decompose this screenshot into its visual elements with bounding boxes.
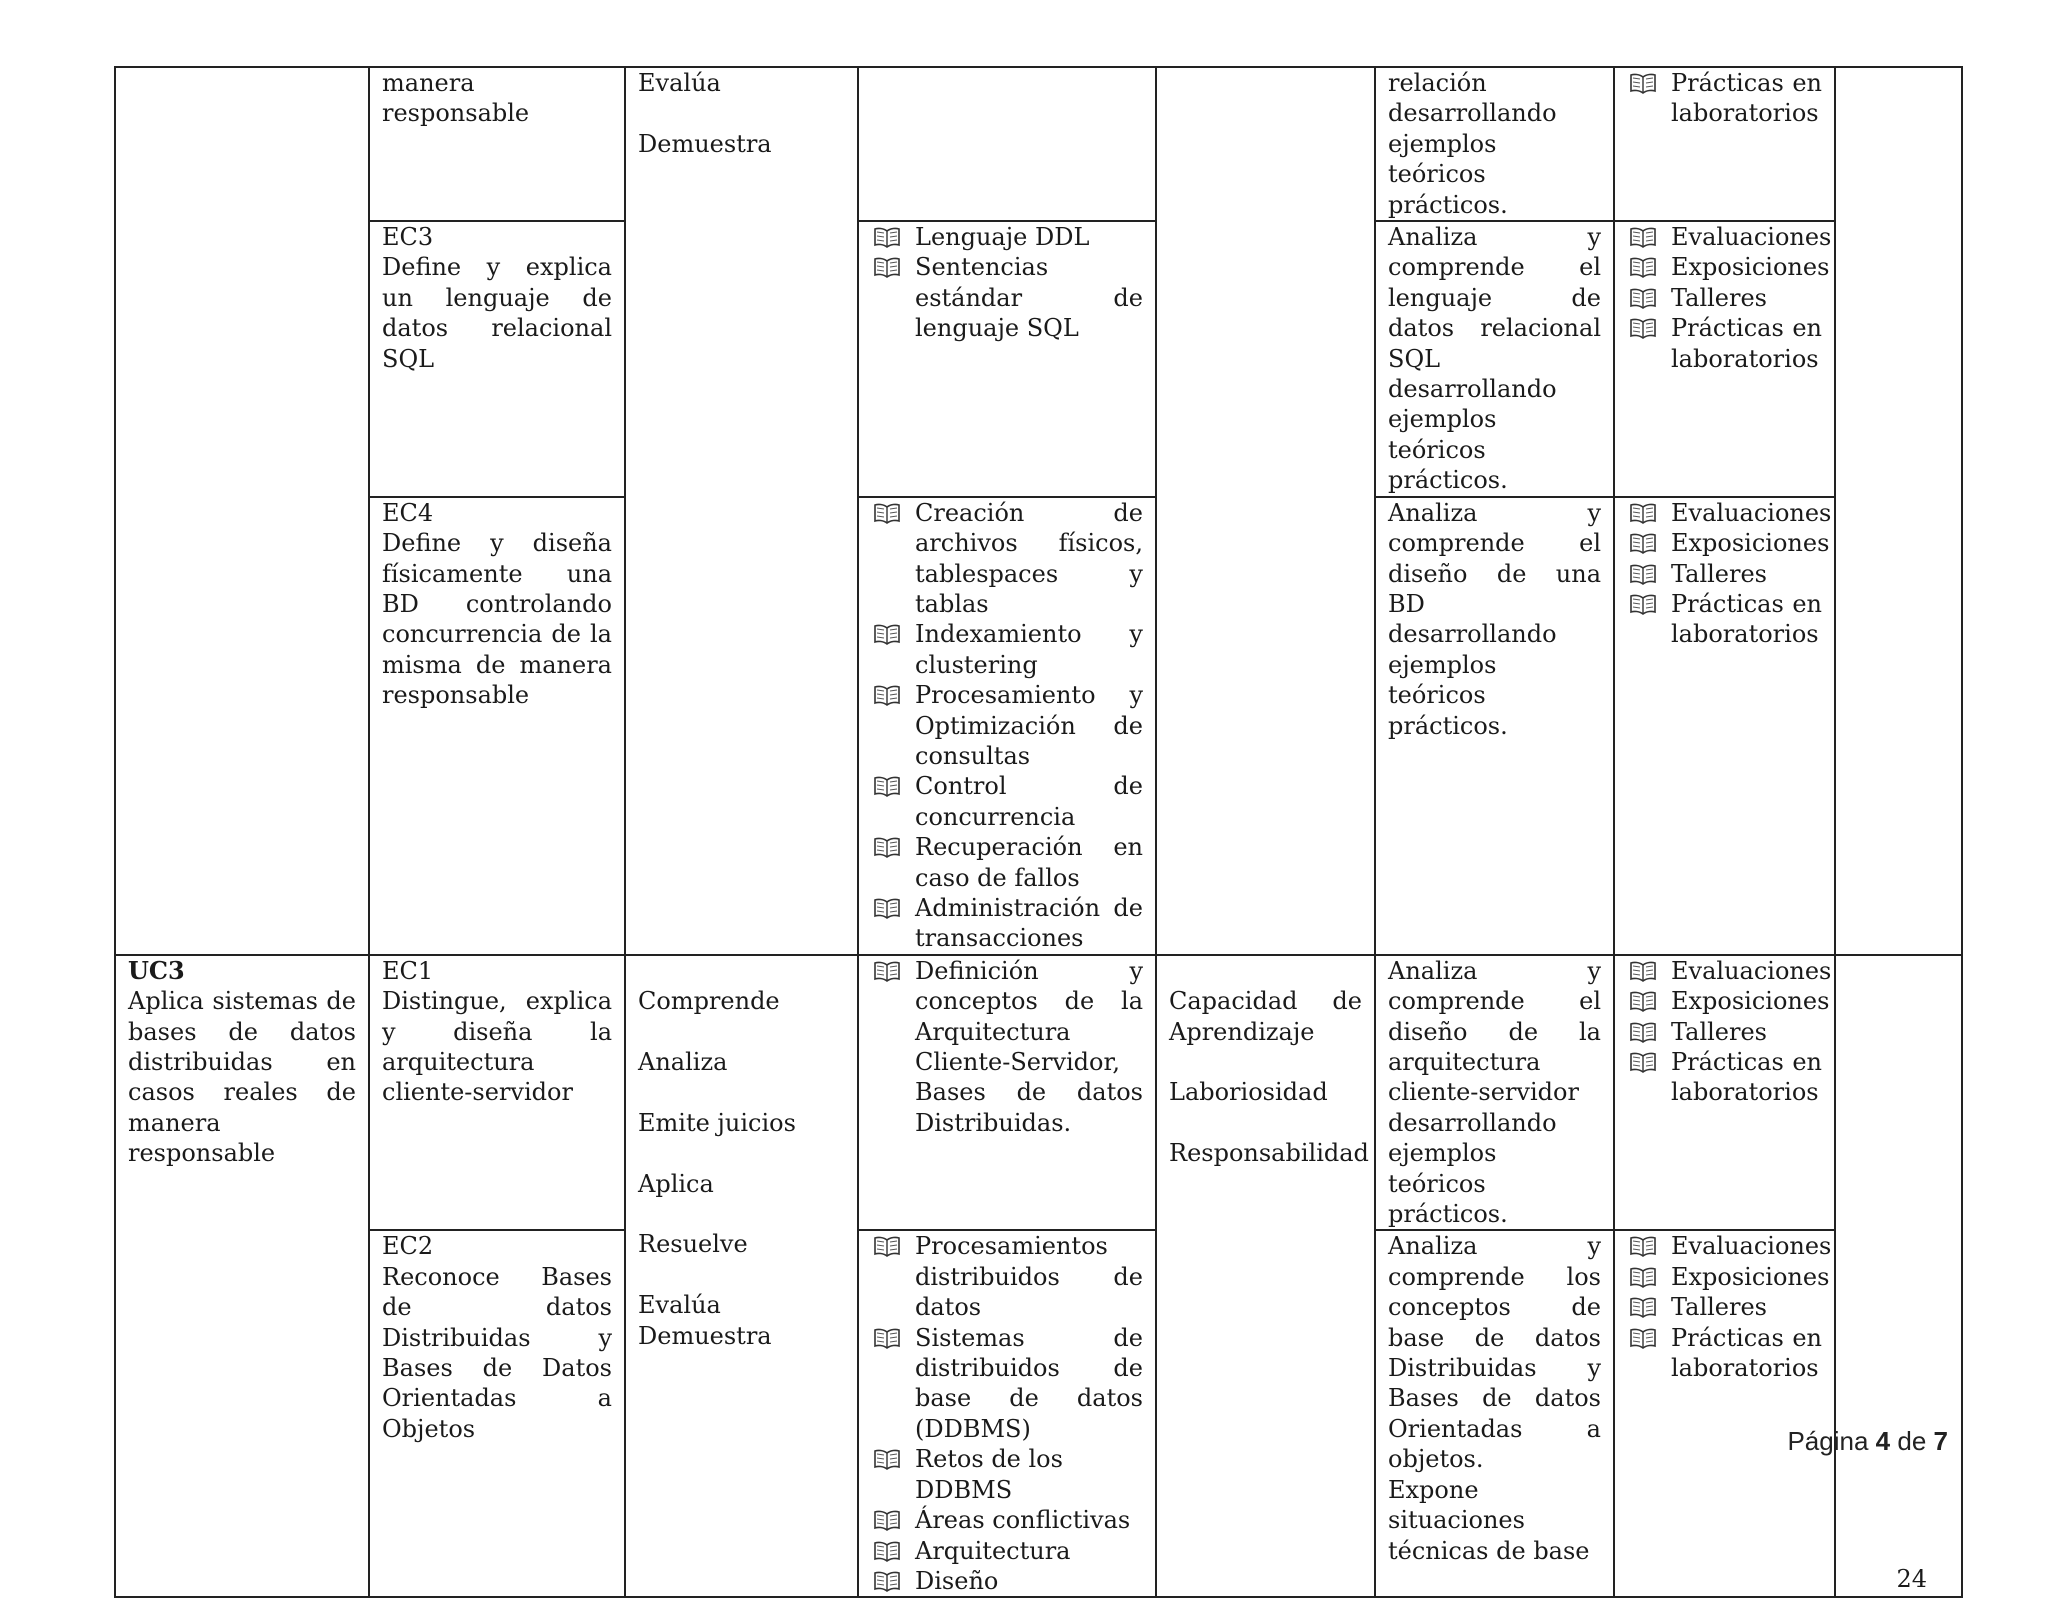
open-book-icon	[873, 1570, 901, 1592]
verb: Emite juicios	[638, 1108, 796, 1137]
list-item: Exposiciones	[1627, 528, 1822, 558]
open-book-icon	[1629, 593, 1657, 615]
hours-value: 24	[1896, 1564, 1927, 1593]
verb: Aplica	[638, 1169, 714, 1198]
list-item: Administración de transacciones	[871, 893, 1143, 954]
list-item: Talleres	[1627, 1292, 1822, 1322]
ec-cell	[369, 497, 625, 955]
list-item: Procesamiento y Optimización de consultas	[871, 680, 1143, 771]
list-item: Definición y conceptos de la Arquitectura Cliente-Servidor, Bases de datos Distribuidas.	[871, 956, 1143, 1138]
syllabus-table	[114, 66, 1963, 1598]
list-item: Prácticas en laboratorios	[1627, 313, 1822, 374]
open-book-icon	[1629, 72, 1657, 94]
verb: Evalúa	[638, 1291, 721, 1320]
hours-cell	[1835, 67, 1962, 955]
evidence-cell	[1614, 497, 1835, 955]
verb: Analiza	[638, 1047, 728, 1076]
list-item: Procesamientos distribuidos de datos	[871, 1231, 1143, 1322]
open-book-icon	[1629, 1327, 1657, 1349]
uc-text: Aplica sistemas de bases de datos distribuidas en casos reales de manera responsable	[128, 987, 356, 1168]
open-book-icon	[1629, 990, 1657, 1012]
contents-cell	[858, 955, 1156, 1231]
contents-cell	[858, 221, 1156, 497]
open-book-icon	[1629, 1266, 1657, 1288]
list-item: Talleres	[1627, 1017, 1822, 1047]
ec-code: EC1	[382, 956, 434, 985]
criteria-cell: Analiza y comprende los conceptos de base de datos Distribuidas y Bases de datos Orientadas a objetos. Expone situaciones técnicas de base	[1375, 1230, 1614, 1597]
criteria-cell: Analiza y comprende el lenguaje de datos relacional SQL desarrollando ejemplos teóricos prácticos.	[1375, 221, 1614, 497]
ec-cell	[369, 955, 625, 1231]
open-book-icon	[873, 1327, 901, 1349]
ec-text: Reconoce Bases de datos Distribuidas y Bases de Datos Orientadas a Objetos	[382, 1262, 612, 1443]
open-book-icon	[1629, 1235, 1657, 1257]
verb: Comprende	[638, 987, 780, 1016]
verb: Demuestra	[638, 1321, 772, 1350]
verb: Demuestra	[638, 129, 772, 158]
uc-code: UC3	[128, 955, 185, 985]
list-item: Creación de archivos físicos, tablespaces y tablas	[871, 498, 1143, 620]
open-book-icon	[1629, 502, 1657, 524]
table-row	[115, 67, 1962, 221]
attitude: Capacidad de Aprendizaje	[1169, 987, 1362, 1046]
table-row	[115, 221, 1962, 497]
open-book-icon	[1629, 960, 1657, 982]
list-item: Control de concurrencia	[871, 771, 1143, 832]
attitude: Laboriosidad	[1169, 1078, 1328, 1107]
verb: Evalúa	[638, 69, 721, 97]
open-book-icon	[1629, 226, 1657, 248]
ec-code: EC3	[382, 223, 434, 252]
open-book-icon	[873, 502, 901, 524]
open-book-icon	[1629, 317, 1657, 339]
list-item: Indexamiento y clustering	[871, 619, 1143, 680]
page-footer: Página 4 de 7	[1787, 1426, 1948, 1456]
ec-code: EC4	[382, 498, 434, 527]
open-book-icon	[873, 960, 901, 982]
list-item: Prácticas en laboratorios	[1627, 68, 1822, 129]
attitude: Responsabilidad	[1169, 1139, 1369, 1168]
verbs-cell	[625, 955, 858, 1598]
list-item: Diseño	[871, 1566, 1143, 1596]
table-row	[115, 955, 1962, 1231]
ec-code: EC2	[382, 1232, 434, 1261]
open-book-icon	[1629, 1021, 1657, 1043]
list-item: Evaluaciones	[1627, 222, 1822, 252]
list-item: Exposiciones	[1627, 986, 1822, 1016]
list-item: Sentencias estándar de lenguaje SQL	[871, 252, 1143, 343]
attitudes-cell	[1156, 955, 1375, 1598]
contents-cell	[858, 67, 1156, 221]
list-item: Lenguaje DDL	[871, 222, 1143, 252]
list-item: Talleres	[1627, 283, 1822, 313]
ec-text: Define y explica un lenguaje de datos relacional SQL	[382, 253, 612, 373]
ec-text: Distingue, explica y diseña la arquitectura cliente-servidor	[382, 987, 612, 1107]
open-book-icon	[1629, 287, 1657, 309]
list-item: Sistemas de distribuidos de base de datos (DDBMS)	[871, 1323, 1143, 1445]
criteria-cell: relación desarrollando ejemplos teóricos prácticos.	[1375, 67, 1614, 221]
list-item: Prácticas en laboratorios	[1627, 1047, 1822, 1108]
contents-cell	[858, 497, 1156, 955]
list-item: Evaluaciones	[1627, 1231, 1822, 1261]
ec-cell: manera responsable	[369, 67, 625, 221]
uc-cell-empty	[115, 67, 369, 955]
list-item: Prácticas en laboratorios	[1627, 589, 1822, 650]
attitudes-cell	[1156, 67, 1375, 955]
open-book-icon	[1629, 1296, 1657, 1318]
open-book-icon	[873, 684, 901, 706]
open-book-icon	[873, 897, 901, 919]
list-item: Áreas conflictivas	[871, 1505, 1143, 1535]
open-book-icon	[873, 1448, 901, 1470]
hours-cell	[1835, 955, 1962, 1598]
ec-cell	[369, 1230, 625, 1597]
table-row	[115, 1230, 1962, 1597]
open-book-icon	[1629, 1051, 1657, 1073]
verbs-cell	[625, 67, 858, 955]
evidence-cell	[1614, 1230, 1835, 1597]
open-book-icon	[873, 836, 901, 858]
evidence-cell	[1614, 955, 1835, 1231]
open-book-icon	[873, 256, 901, 278]
evidence-cell	[1614, 221, 1835, 497]
criteria-cell: Analiza y comprende el diseño de la arquitectura cliente-servidor desarrollando ejemplos teóricos prácticos.	[1375, 955, 1614, 1231]
uc-cell	[115, 955, 369, 1598]
ec-cell	[369, 221, 625, 497]
open-book-icon	[1629, 256, 1657, 278]
list-item: Talleres	[1627, 559, 1822, 589]
verb: Resuelve	[638, 1230, 748, 1259]
list-item: Exposiciones	[1627, 252, 1822, 282]
list-item: Evaluaciones	[1627, 498, 1822, 528]
open-book-icon	[1629, 532, 1657, 554]
list-item: Arquitectura	[871, 1536, 1143, 1566]
open-book-icon	[873, 226, 901, 248]
table-row	[115, 497, 1962, 955]
open-book-icon	[873, 623, 901, 645]
contents-cell	[858, 1230, 1156, 1597]
open-book-icon	[873, 1540, 901, 1562]
open-book-icon	[873, 1509, 901, 1531]
open-book-icon	[1629, 563, 1657, 585]
list-item: Evaluaciones	[1627, 956, 1822, 986]
list-item: Recuperación en caso de fallos	[871, 832, 1143, 893]
open-book-icon	[873, 1235, 901, 1257]
criteria-cell: Analiza y comprende el diseño de una BD desarrollando ejemplos teóricos prácticos.	[1375, 497, 1614, 955]
ec-text: Define y diseña físicamente una BD controlando concurrencia de la misma de manera responsable	[382, 529, 612, 710]
evidence-cell	[1614, 67, 1835, 221]
list-item: Prácticas en laboratorios	[1627, 1323, 1822, 1384]
list-item: Retos de los DDBMS	[871, 1444, 1143, 1505]
list-item: Exposiciones	[1627, 1262, 1822, 1292]
open-book-icon	[873, 775, 901, 797]
